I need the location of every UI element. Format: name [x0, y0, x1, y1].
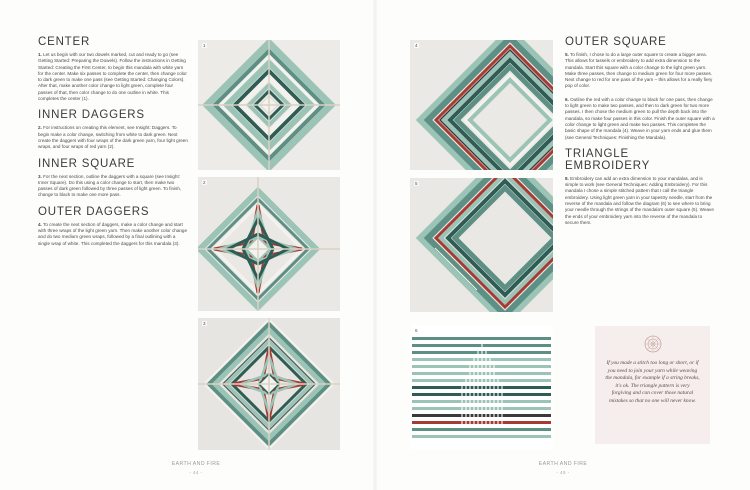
paragraph-text: Outline the red with a color change to black for one pass, then change to light green to make two passes, and then to dark green for two more passes. I then chose the medium green to pull the depth back into the mandala, so make four passes in this color. Finish the outer square with a color change to light green and make two passes. This completes the basic shape of the mandala (4). Weave in your yarn ends and glue them (see General Techniques: Finishing the Mandala).: [565, 96, 715, 140]
photo-number: 6: [415, 328, 418, 333]
photo-number: 2: [203, 180, 206, 185]
heading-triangle-embroidery: TRIANGLE EMBROIDERY: [565, 147, 651, 172]
photo-number: 1: [203, 43, 206, 48]
photo-3-outer-daggers: [198, 318, 340, 450]
step-number: 5.: [565, 52, 569, 57]
paragraph-text: To create the next section of daggers, make a color change and start with three wraps of the light green yarn. Then make another color change and do two medium green wraps, followed by a final outlining with a single wrap of white. This completed the daggers for this mandala (3).: [38, 221, 188, 246]
tip-text: If you made a stitch too long or short, or if you need to join your yarn while weaving the mandala, for example if a string breaks, it's ok. The triangle pattern is very forgiving and can cover those natural mistakes so that no one will never know.: [605, 360, 700, 404]
mandala-embroidery-image: [410, 178, 553, 312]
paragraph-center: [38, 52, 188, 102]
paragraph-outer-square-6: [565, 97, 715, 141]
step-number: 3.: [38, 173, 42, 179]
footer-title: EARTH AND FIRE: [538, 461, 588, 467]
photo-4-outer-square: [410, 40, 553, 170]
photo-2-inner-daggers: [198, 177, 340, 311]
photo-1-center: [198, 40, 340, 170]
paragraph-triangle-embroidery: [565, 176, 715, 226]
photo-number: 3: [203, 321, 206, 326]
paragraph-outer-square-5: [565, 52, 715, 90]
page-number: - 45 -: [556, 470, 570, 475]
paragraph-text: Let us begin with our two dowels marked, cut and ready to go (see Getting Started: Preparing the Dowels). Follow the instructions in Getting Started: Creating the First Center, to begin this mandala with white yarn for the center. Make six passes to complete the center, then change color to dark green to make one pass (see Getting Started: Changing Colors). After that, make another color change to light green, complete four passes of that, then color change to do one outline in white. This completes the center (1).: [38, 52, 187, 102]
photo-5-triangle-embroidery: [410, 178, 553, 312]
paragraph-text: For the next section, outline the daggers with a square (see Insight: Inner Square). Do this using a color change to start, then make two passes of dark green followed by three passes of light green. To finish, change to black to make one more pass.: [38, 173, 182, 198]
mandala-center-image: [198, 40, 340, 170]
page-number: - 44 -: [189, 470, 203, 475]
footer-title: EARTH AND FIRE: [171, 461, 221, 467]
step-number: 6.: [565, 96, 569, 102]
heading-center: CENTER: [38, 36, 91, 48]
paragraph-outer-daggers: [38, 222, 188, 247]
step-number: 1.: [38, 52, 42, 57]
left-text-column: [38, 36, 188, 254]
photo-number: 4: [415, 43, 418, 48]
triangle-embroidery-diagram: [410, 325, 553, 449]
heading-inner-square: INNER SQUARE: [38, 157, 136, 170]
paragraph-inner-daggers: [38, 125, 188, 150]
mandala-ornament-icon: [643, 334, 663, 354]
paragraph-text: To finish, I chose to do a large outer square to create a bigger area. This allows for tassels or embroidery to add extra dimension to the mandala. Start this square with a color change to the light green yarn. Make three passes, then change to medium green for four more passes. Next change to red for one pass of the yarn – this allows for a really fiery pop of color.: [565, 52, 713, 89]
heading-inner-daggers: INNER DAGGERS: [38, 109, 145, 122]
paragraph-text: For instructions on creating this element, see Insight: Daggers. To begin make a color change, switching from white to dark green. Next create the daggers with four wraps of the dark green yarn, four light green wraps, and four wraps of red yarn (2).: [38, 125, 188, 150]
step-number: 2.: [38, 125, 42, 131]
step-number: 8.: [565, 175, 569, 181]
mandala-daggers-image: [198, 177, 340, 311]
heading-outer-daggers: OUTER DAGGERS: [38, 205, 150, 218]
photo-6-embroidery-diagram: [410, 325, 553, 449]
mandala-outer-square-image: [410, 40, 553, 170]
step-number: 4.: [38, 221, 42, 227]
footer-left: [136, 461, 256, 475]
tip-callout: [595, 326, 710, 444]
paragraph-text: Embroidery can add an extra dimension to your mandalas, and is simple to work (see General Techniques: Adding Embroidery). For this mandala I chose a simple stitched pattern that I call the triangle embroidery. Using light green yarn in your tapestry needle, start from the reverse of the mandala and follow the diagram (6) to see where to bring your needle through the strings of the mandala's outer square (5). Weave the ends of your embroidery yarn into the reverse of the mandala to secure them.: [565, 175, 714, 225]
right-text-column: [565, 36, 715, 233]
heading-outer-square: OUTER SQUARE: [565, 36, 667, 48]
footer-right: [503, 461, 623, 475]
paragraph-inner-square: [38, 174, 188, 199]
photo-number: 5: [415, 181, 418, 186]
mandala-outer-daggers-image: [198, 318, 340, 450]
